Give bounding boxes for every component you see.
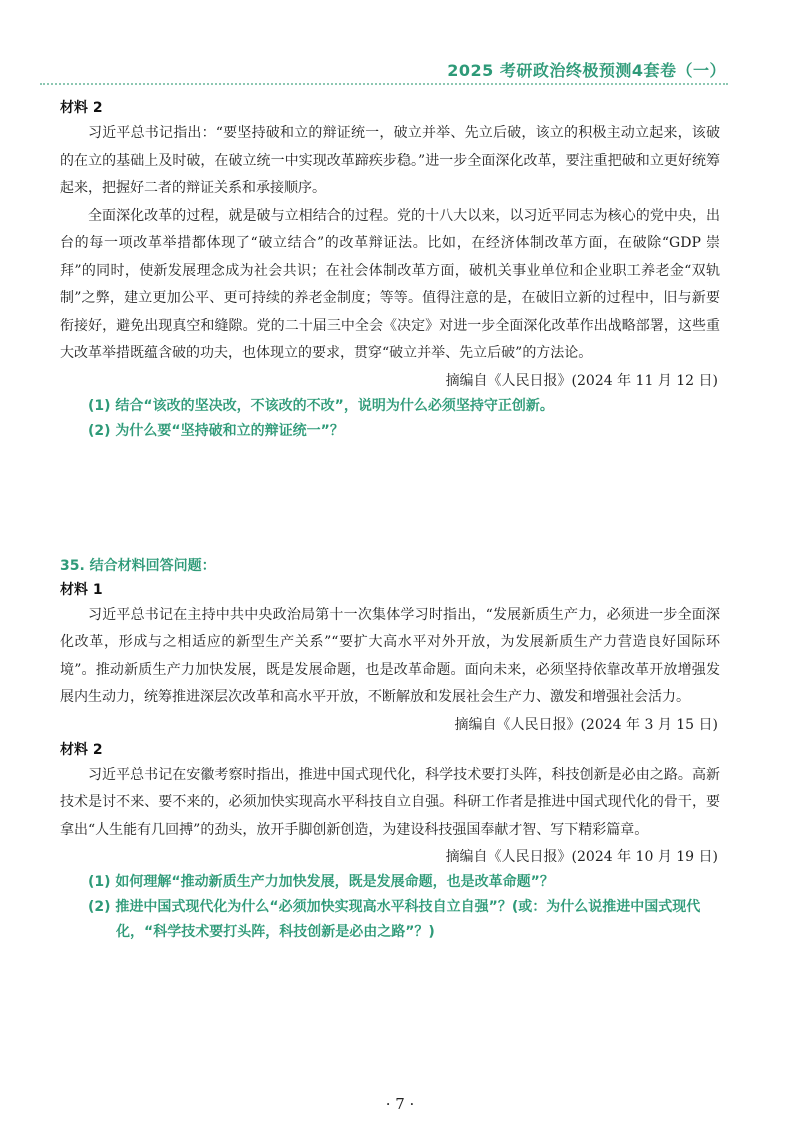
header-divider (40, 83, 728, 85)
spacer (60, 444, 720, 554)
page-content (60, 96, 720, 945)
q35-material1-paragraph: 习近平总书记在主持中共中央政治局第十一次集体学习时指出，“发展新质生产力，必须进一步全面深化改革，形成与之相适应的新型生产关系”“要扩大高水平对外开放，为发展新质生产力营造良好国际环境”。推动新质生产力加快发展，既是发展命题，也是改革命题。面向未来，必须坚持依靠改革开放增强发展内生动力，统筹推进深层次改革和高水平开放，不断解放和发展社会生产力、激发和增强社会活力。 (60, 606, 720, 705)
q35-title: 35. 结合材料回答问题： (60, 557, 216, 574)
q34-question-1: (1) 结合“该改的坚决改，不该改的不改”，说明为什么必须坚持守正创新。 (88, 397, 554, 414)
header-title: 2025 考研政治终极预测4套卷（一） (447, 61, 726, 80)
q35-material1-heading: 材料 1 (60, 581, 103, 598)
q34-material2-paragraph-2: 全面深化改革的过程，就是破与立相结合的过程。党的十八大以来，以习近平同志为核心的党中央，出台的每一项改革举措都体现了“破立结合”的改革辩证法。比如，在经济体制改革方面，在破除“GDP 崇拜”的同时，使新发展理念成为社会共识；在社会体制改革方面，破机关事业单位和企业职工养老金“双轨制”之弊，建立更加公平、更可持续的养老金制度；等等。值得注意的是，在破旧立新的过程中，旧与新要衔接好，避免出现真空和缝隙。党的二十届三中全会《决定》对进一步全面深化改革作出战略部署，这些重大改革举措既蕴含破的功夫，也体现立的要求，贯穿“破立并举、先立后破”的方法论。 (60, 207, 720, 361)
q35-question-2: (2) 推进中国式现代化为什么“必须加快实现高水平科技自立自强”？(或：为什么说推进中国式现代化，“科学技术要打头阵，科技创新是必由之路”？) (88, 899, 701, 940)
q35-question-1: (1) 如何理解“推动新质生产力加快发展，既是发展命题，也是改革命题”？ (88, 874, 554, 890)
q34-material2-heading: 材料 2 (60, 100, 103, 116)
q34-material2-paragraph-1: 习近平总书记指出：“要坚持破和立的辩证统一，破立并举、先立后破，该立的积极主动立起来，该破的在立的基础上及时破，在破立统一中实现改革蹄疾步稳。”进一步全面深化改革，要注重把破和立更好统筹起来，把握好二者的辩证关系和承接顺序。 (60, 125, 720, 196)
page-number: · 7 · (385, 1095, 415, 1113)
q34-question-2: (2) 为什么要“坚持破和立的辩证统一”？ (88, 422, 344, 439)
q34-material2-source: 摘编自《人民日报》(2024 年 11 月 12 日) (445, 372, 718, 389)
q35-material2-paragraph: 习近平总书记在安徽考察时指出，推进中国式现代化，科学技术要打头阵，科技创新是必由之路。高新技术是讨不来、要不来的，必须加快实现高水平科技自立自强。科研工作者是推进中国式现代化的骨干，要拿出“人生能有几回搏”的劲头，放开手脚创新创造，为建设科技强国奉献才智、写下精彩篇章。 (60, 766, 720, 838)
q35-material2-source: 摘编自《人民日报》(2024 年 10 月 19 日) (445, 849, 718, 865)
q35-material1-source: 摘编自《人民日报》(2024 年 3 月 15 日) (454, 716, 718, 733)
q35-material2-heading: 材料 2 (60, 741, 103, 758)
